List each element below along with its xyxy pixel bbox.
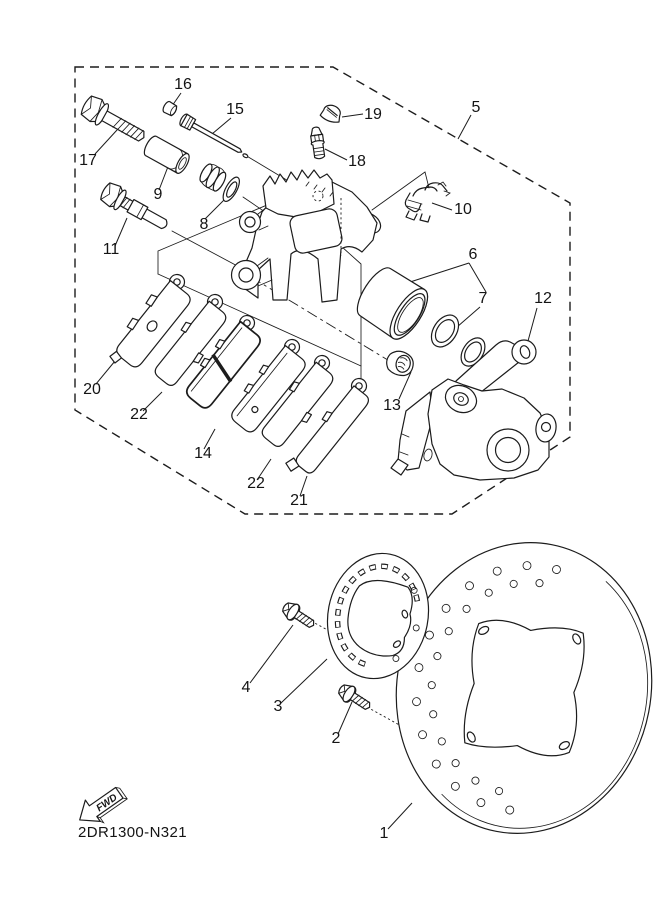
leader-12 xyxy=(528,308,537,341)
callout-2: 2 xyxy=(331,730,341,747)
leader-13 xyxy=(399,372,411,399)
leader-15 xyxy=(212,118,231,134)
pin-cap-16 xyxy=(161,100,178,117)
disc-assembly xyxy=(279,520,661,855)
callout-7: 7 xyxy=(478,290,488,307)
diagram-code: 2DR1300-N321 xyxy=(78,824,188,841)
callout-12: 12 xyxy=(534,290,552,307)
callout-19: 19 xyxy=(364,106,382,123)
leader-3 xyxy=(281,659,327,703)
pin-tip-15 xyxy=(242,153,248,158)
leader-1 xyxy=(388,803,412,829)
leader-17 xyxy=(95,130,117,154)
bleed-screw-cap-19 xyxy=(319,102,343,124)
pad-pin-15 xyxy=(178,113,251,162)
callout-11: 11 xyxy=(102,241,120,258)
callout-15: 15 xyxy=(226,101,244,118)
leader-10 xyxy=(432,203,452,210)
callout-5: 5 xyxy=(471,99,481,116)
leader-18 xyxy=(325,149,347,160)
caliper-bolt-17 xyxy=(79,93,151,148)
callout-6: 6 xyxy=(468,246,478,263)
leader-6a xyxy=(407,263,469,283)
disc-bolt-2 xyxy=(335,681,374,715)
callout-21: 21 xyxy=(290,492,308,509)
callout-9: 9 xyxy=(153,186,163,203)
callout-3: 3 xyxy=(273,698,283,715)
brake-pad-stack xyxy=(104,269,378,483)
callout-22-a: 22 xyxy=(130,406,148,423)
caliper-assembly xyxy=(79,93,558,482)
caliper-body xyxy=(232,170,386,302)
callout-20: 20 xyxy=(83,381,101,398)
bleed-screw-18 xyxy=(309,126,326,159)
callout-13: 13 xyxy=(383,397,401,414)
bolt11-axis-line xyxy=(172,231,243,269)
leader-7 xyxy=(457,307,480,327)
callout-18: 18 xyxy=(348,153,366,170)
fwd-arrow-label: FWD xyxy=(94,792,120,815)
rotor-bolt-4 xyxy=(279,599,318,633)
leader-19 xyxy=(342,114,363,117)
piston-6 xyxy=(350,262,434,345)
callout-10: 10 xyxy=(454,201,472,218)
pad-spring-clip-10 xyxy=(405,182,450,222)
callout-4: 4 xyxy=(241,679,251,696)
piston-seal-7a xyxy=(426,310,464,352)
nut-13 xyxy=(384,348,416,378)
boot-and-washer-8 xyxy=(195,161,243,204)
callout-14: 14 xyxy=(194,445,212,462)
leader-4 xyxy=(250,625,293,683)
callout-8: 8 xyxy=(199,216,209,233)
callout-1: 1 xyxy=(379,825,389,842)
bracket-left-slab xyxy=(398,392,433,470)
leader-6b xyxy=(469,263,486,292)
callout-17: 17 xyxy=(79,152,97,169)
callout-22-b: 22 xyxy=(247,475,265,492)
leader-5 xyxy=(458,115,471,139)
callout-16: 16 xyxy=(174,76,192,93)
